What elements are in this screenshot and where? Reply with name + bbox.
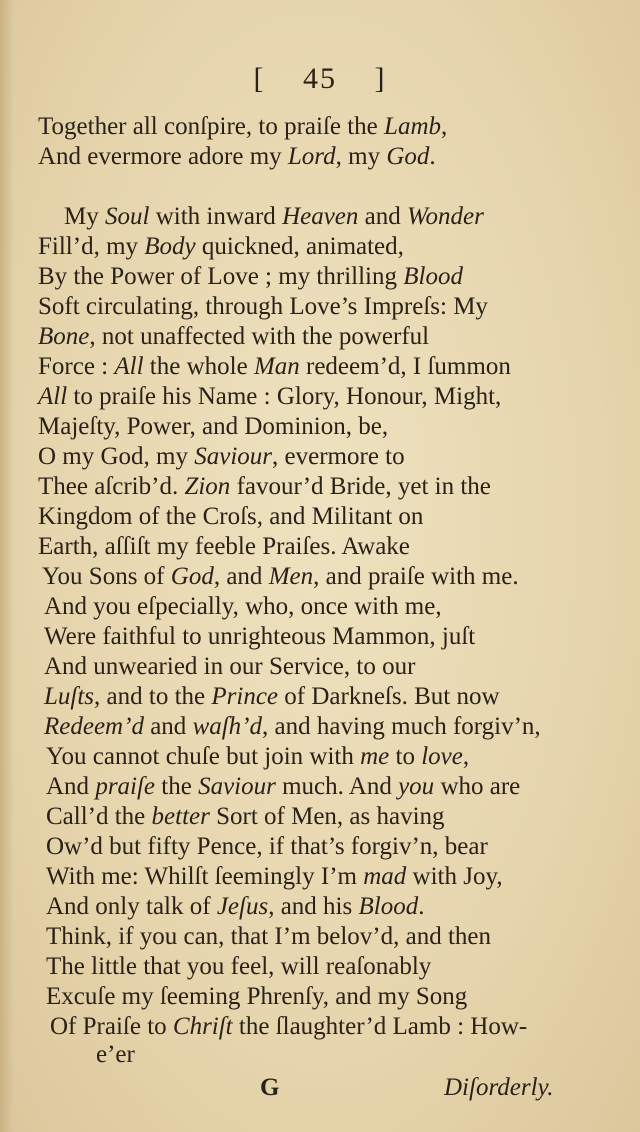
text-segment: redeem’d, I ſummon [299, 353, 511, 380]
italic-word: Jeſus [216, 893, 269, 920]
italic-word: All [38, 383, 68, 410]
italic-word: Lamb [384, 113, 442, 140]
text-segment: much. And [275, 773, 399, 800]
text-line [46, 742, 469, 772]
text-segment: the whole [143, 353, 254, 380]
page-number: 45 [303, 62, 337, 95]
text-line [38, 322, 429, 352]
text-segment: e’er [96, 1041, 135, 1068]
italic-word: mad [363, 863, 407, 890]
italic-word: better [151, 803, 210, 830]
italic-word: God [386, 143, 430, 170]
text-segment: , my [335, 143, 387, 170]
text-line [46, 802, 445, 832]
text-segment: . [418, 893, 425, 920]
italic-word: Blood [403, 263, 463, 290]
text-segment: Soft circulating, through Love’s Impreſs: My [38, 293, 488, 320]
italic-word: Men [268, 563, 314, 590]
text-segment: , [441, 113, 448, 140]
text-segment: O my God, my [38, 443, 195, 470]
text-line [64, 202, 484, 232]
text-segment: You Sons of [42, 563, 171, 590]
italic-word: Redeem’d [44, 713, 144, 740]
text-segment: , not unaffected with the powerful [89, 323, 430, 350]
text-segment: of Darkneſs. But now [278, 683, 500, 710]
text-line [50, 1012, 527, 1042]
catchword: Diſorderly. [444, 1074, 554, 1101]
header-bracket-close: ] [374, 62, 387, 95]
text-segment: Kingdom of the Croſs, and Militant on [38, 503, 424, 530]
text-segment: and [358, 203, 408, 230]
italic-word: Blood [358, 893, 419, 920]
text-segment: favour’d Bride, yet in the [230, 473, 491, 500]
text-segment: , and his [268, 893, 359, 920]
text-segment: , and [213, 563, 269, 590]
text-line [44, 622, 475, 652]
text-segment: And [46, 773, 96, 800]
italic-word: me [360, 743, 390, 770]
italic-word: Bone [38, 323, 90, 350]
text-line [46, 832, 488, 862]
text-line [46, 982, 467, 1012]
text-segment: My [64, 203, 105, 230]
text-line [38, 262, 463, 292]
italic-word: Lord [287, 143, 336, 170]
text-segment: and [143, 713, 193, 740]
italic-word: Zion [184, 473, 231, 500]
text-segment: Earth, aſſiſt my feeble Praiſes. Awake [38, 533, 410, 560]
text-segment: Together all conſpire, to praiſe the [38, 113, 385, 140]
text-segment: , [462, 743, 470, 770]
text-line [38, 112, 447, 142]
text-line [38, 232, 404, 262]
text-segment: Force : [38, 353, 115, 380]
text-segment: Excuſe my ſeeming Phrenſy, and my Song [46, 983, 468, 1010]
italic-word: you [398, 773, 435, 800]
italic-word: Heaven [282, 203, 359, 230]
italic-word: God [170, 563, 214, 590]
text-line [46, 862, 503, 892]
text-segment: who are [434, 773, 521, 800]
text-line [38, 532, 410, 562]
text-line [44, 682, 500, 712]
text-segment: And you eſpecially, who, once with me, [44, 593, 442, 620]
text-segment: Were faithful to unrighteous Mammon, juſt [44, 623, 476, 650]
italic-word: Man [253, 353, 300, 380]
text-line [38, 472, 491, 502]
text-line [42, 562, 519, 592]
text-segment: And only talk of [46, 893, 217, 920]
text-segment: You cannot chuſe but join with [46, 743, 361, 770]
text-segment: By the Power of Love ; my thrilling [38, 263, 404, 290]
italic-word: All [114, 353, 144, 380]
text-line [96, 1040, 135, 1070]
text-segment: , and praiſe with me. [313, 563, 519, 590]
italic-word: Saviour [198, 773, 276, 800]
text-line [44, 712, 541, 742]
text-line [38, 382, 501, 412]
text-line [38, 292, 488, 322]
text-line [38, 352, 511, 382]
italic-word: praiſe [95, 773, 156, 800]
header-bracket-open: [ [253, 62, 266, 95]
text-segment: With me: Whilſt ſeemingly I’m [46, 863, 364, 890]
text-line [38, 442, 405, 472]
text-segment: quickned, animated, [195, 233, 404, 260]
italic-word: Luſts [44, 683, 95, 710]
text-segment: Majeſty, Power, and Dominion, be, [38, 413, 389, 440]
text-line [46, 892, 424, 922]
text-line [38, 502, 423, 532]
text-segment: The little that you feel, will reaſonably [46, 953, 432, 980]
italic-word: Prince [211, 683, 279, 710]
text-segment: Call’d the [46, 803, 152, 830]
text-segment: , evermore to [272, 443, 405, 470]
text-segment: to praiſe his Name : Glory, Honour, Might, [67, 383, 502, 410]
text-segment: , and to the [94, 683, 212, 710]
text-segment: And unwearied in our Service, to our [44, 653, 416, 680]
text-segment: Think, if you can, that I’m belov’d, and then [46, 923, 492, 950]
text-segment: And evermore adore my [38, 143, 288, 170]
text-line [46, 772, 520, 802]
page-header [0, 62, 640, 96]
text-segment: to [389, 743, 422, 770]
text-segment: Sort of Men, as having [209, 803, 445, 830]
text-line [44, 592, 442, 622]
text-segment: . [429, 143, 436, 170]
text-line [44, 652, 415, 682]
italic-word: Soul [104, 203, 150, 230]
signature-mark: G [260, 1074, 280, 1101]
text-segment: with inward [149, 203, 283, 230]
text-segment: Fill’d, my [38, 233, 145, 260]
text-line [38, 412, 388, 442]
italic-word: Saviour [194, 443, 273, 470]
text-line [38, 142, 436, 172]
italic-word: Chriſt [172, 1013, 233, 1040]
text-segment: with Joy, [406, 863, 503, 890]
italic-word: waſh’d [192, 713, 263, 740]
text-segment: Of Praiſe to [50, 1013, 173, 1040]
text-segment: Thee aſcrib’d. [38, 473, 185, 500]
text-line [46, 952, 431, 982]
text-segment: , and having much forgiv’n, [262, 713, 541, 740]
italic-word: love [421, 743, 463, 770]
text-segment: the ſlaughter’d Lamb : How- [232, 1013, 528, 1040]
text-segment: the [155, 773, 199, 800]
text-segment: Ow’d but fifty Pence, if that’s forgiv’n, bear [46, 833, 488, 860]
page-gutter-shadow [0, 0, 14, 1132]
italic-word: Wonder [407, 203, 484, 230]
text-line [46, 922, 491, 952]
italic-word: Body [144, 233, 196, 260]
